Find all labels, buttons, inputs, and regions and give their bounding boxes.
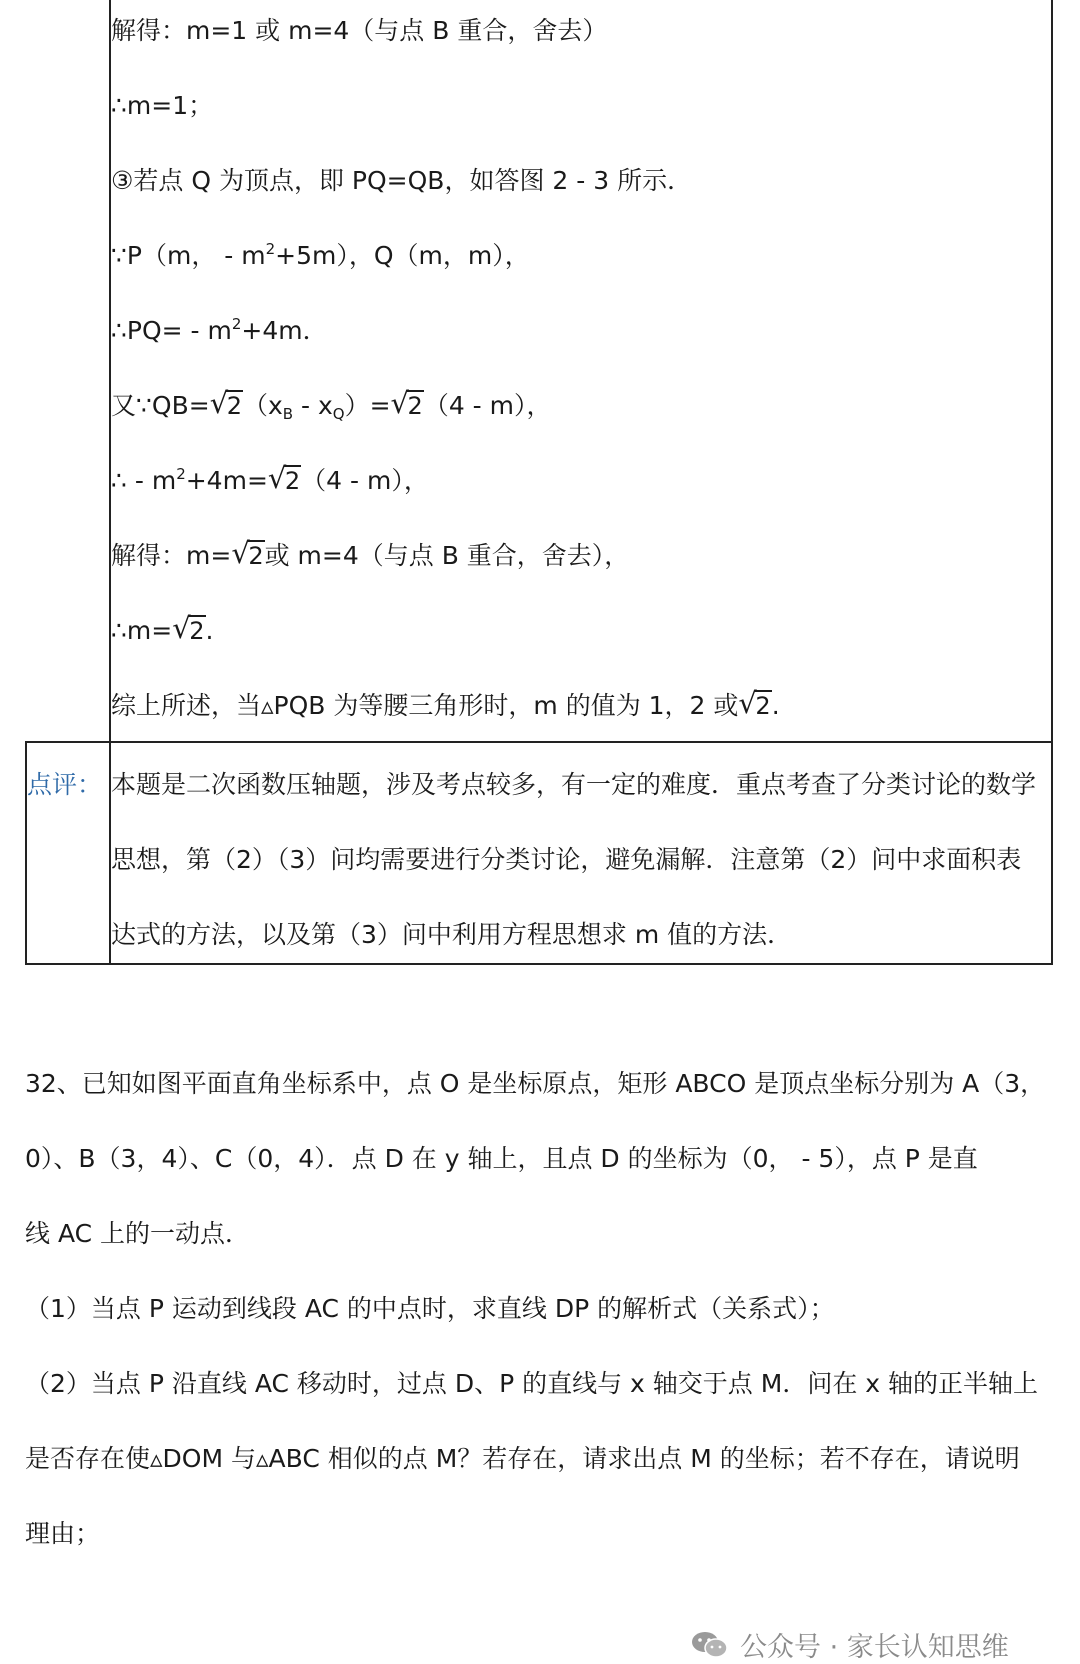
sqrt-symbol: √ 2 [233,539,264,573]
sqrt-symbol: √ 2 [270,464,301,498]
sqrt-symbol: √ 2 [393,389,424,423]
question-line: 是否存在使▵DOM 与▵ABC 相似的点 M？若存在，请求出点 M 的坐标；若不存在，请说明 [25,1444,1020,1473]
comment-line: 思想，第（2）（3）问均需要进行分类讨论，避免漏解．注意第（2）问中求面积表 [111,845,1022,874]
table-row-divider [25,741,1053,743]
table-bottom-border [25,963,1053,965]
solution-line: ③若点 Q 为顶点，即 PQ=QB，如答图 2 - 3 所示． [111,166,693,195]
question-line: 32、已知如图平面直角坐标系中，点 O 是坐标原点，矩形 ABCO 是顶点坐标分别为 A（3， [25,1069,1046,1098]
watermark-text: 公众号 · 家长认知思维 [740,1632,1009,1663]
solution-line: 解得：m=√ 2或 m=4（与点 B 重合，舍去）， [111,539,629,573]
sqrt-symbol: √ 2 [740,689,771,723]
comment-line: 达式的方法，以及第（3）问中利用方程思想求 m 值的方法． [111,920,793,949]
question-line: （1）当点 P 运动到线段 AC 的中点时，求直线 DP 的解析式（关系式）； [25,1294,835,1323]
solution-line: ∴ - $m^2+4m=√$ 2（4 - m）， [111,464,429,498]
table-right-border [1051,0,1053,965]
question-line: （2）当点 P 沿直线 AC 移动时，过点 D、P 的直线与 x 轴交于点 M．问在 x 轴的正半轴上 [25,1369,1039,1398]
solution-line: ∴m=1； [111,91,214,120]
solution-line: ∴m=√ 2. [111,614,213,648]
sqrt-symbol: √ 2 [174,614,205,648]
comment-line: 本题是二次函数压轴题，涉及考点较多，有一定的难度．重点考查了分类讨论的数学 [111,770,1037,799]
wechat-icon [690,1630,730,1660]
question-line: 线 AC 上的一动点． [25,1219,251,1248]
solution-line: 解得：m=1 或 m=4（与点 B 重合，舍去） [111,16,608,45]
solution-line: 又∵QB=√ $2(x_B - x_Q)=√$ 2（4 - m）， [111,389,552,423]
comment-label: 点评： [27,770,103,799]
solution-line: ∴PQ= - $m^2+4m$． [111,315,328,345]
sqrt-symbol: √ 2 [212,389,243,423]
question-line: 理由； [25,1519,101,1548]
wechat-watermark [690,1625,1009,1664]
solution-line: ∵P（m， - $m^2+5m$），Q（m，m）， [111,240,530,270]
question-line: 0）、B（3，4）、C（0，4）．点 D 在 y 轴上，且点 D 的坐标为（0， - 5），点 P 是直 [25,1144,978,1173]
solution-line: 综上所述，当▵PQB 为等腰三角形时，m 的值为 1，2 或√ 2. [111,689,780,723]
